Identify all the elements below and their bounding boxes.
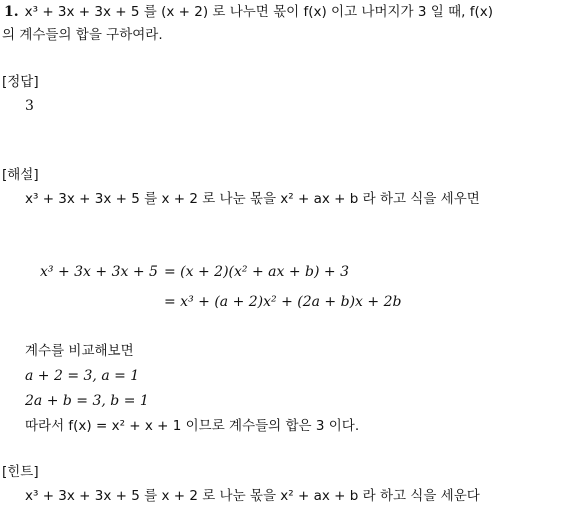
solution-intro: x³ + 3x + 3x + 5 를 x + 2 로 나눈 몫을 x² + ax + b 라 하고 식을 세우면: [25, 191, 480, 207]
equation-step-1: a + 2 = 3, a = 1: [25, 368, 140, 384]
equation-step-2: 2a + b = 3, b = 1: [25, 393, 149, 409]
solution-conclusion: 따라서 f(x) = x² + x + 1 이므로 계수들의 합은 3 이다.: [25, 418, 360, 434]
equation-line-1-right: = (x + 2)(x² + ax + b) + 3: [164, 264, 349, 280]
coefficient-compare-text: 계수를 비교해보면: [25, 343, 134, 359]
problem-statement-line-1: [4, 2, 493, 22]
problem-statement-line-2: 의 계수들의 합을 구하여라.: [2, 27, 163, 43]
equation-line-2-right: = x³ + (a + 2)x² + (2a + b)x + 2b: [164, 294, 402, 310]
solution-label: [해설]: [2, 167, 39, 183]
problem-number: 1.: [4, 4, 19, 20]
answer-label: [정답]: [2, 74, 39, 90]
hint-text: x³ + 3x + 3x + 5 를 x + 2 로 나눈 몫을 x² + ax + b 라 하고 식을 세운다: [25, 488, 480, 504]
answer-value: 3: [25, 98, 34, 114]
hint-label: [힌트]: [2, 464, 39, 480]
equation-left-side: x³ + 3x + 3x + 5: [40, 264, 158, 280]
problem-text-line-1: x³ + 3x + 3x + 5 를 (x + 2) 로 나누면 몫이 f(x) 이고 나머지가 3 일 때, f(x): [24, 4, 494, 20]
